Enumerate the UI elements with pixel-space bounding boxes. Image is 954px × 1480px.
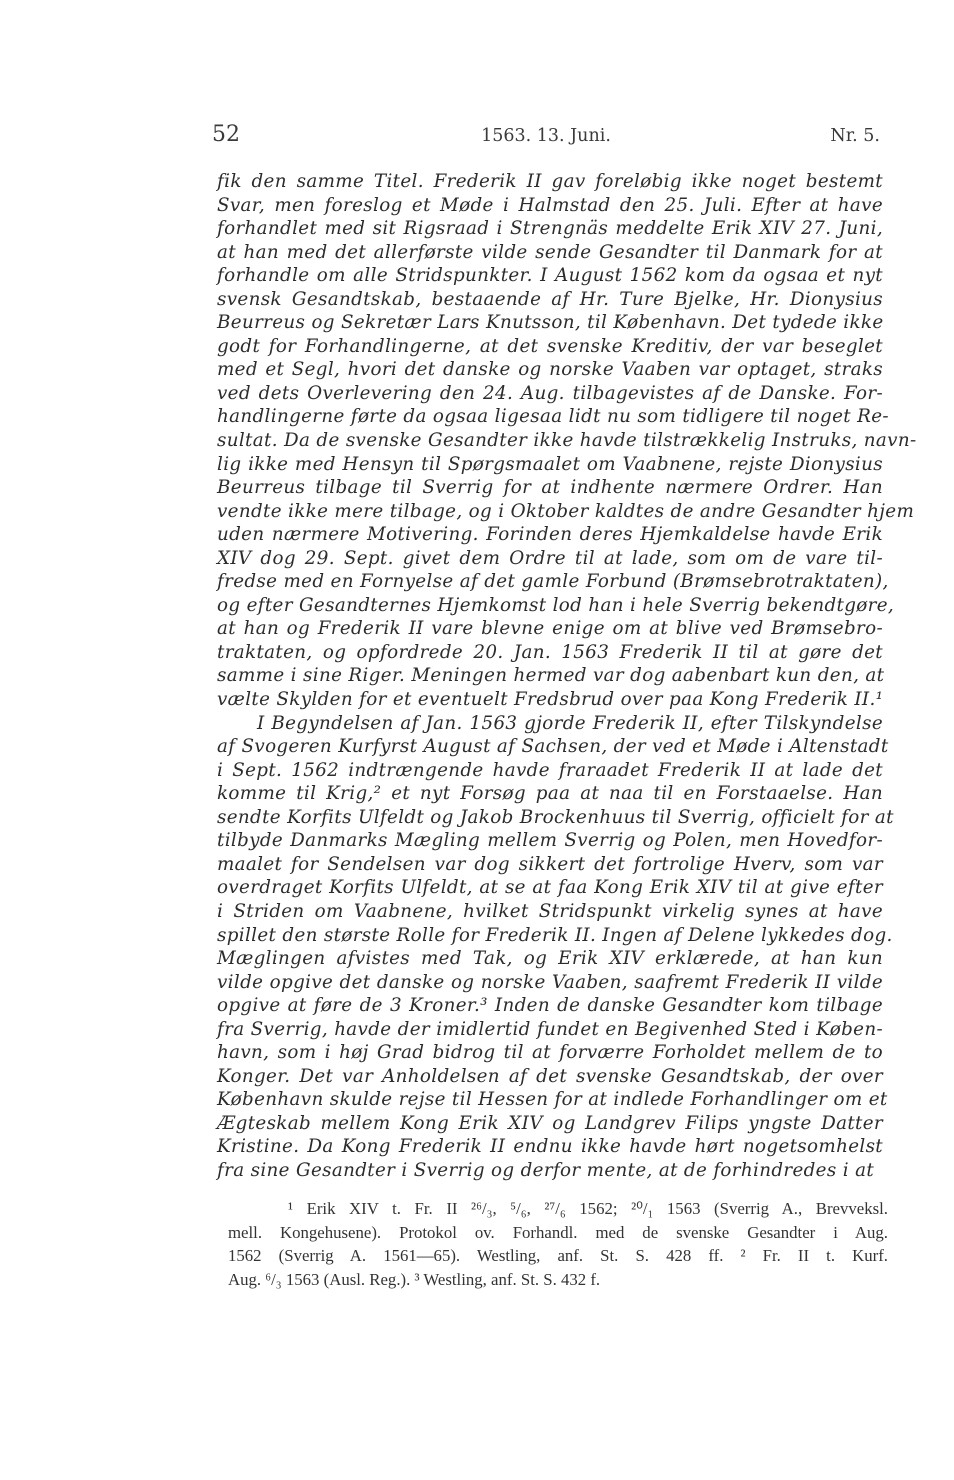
footnotes-block [228,1197,888,1291]
text-line: Ægteskab mellem Kong Erik XIV og Landgrev Filips yngste Datter [217,1112,883,1134]
footnote-line: 1562 (Sverrig A. 1561—65). Westling, anf. St. S. 428 ff. ² Fr. II t. Kurf. [228,1246,888,1266]
text-line: vilde opgive det danske og norske Vaaben, saafremt Frederik II vilde [217,971,883,993]
text-line: forhandle om alle Stridspunkter. I August 1562 kom da ogsaa et nyt [217,265,883,287]
text-line: fra sine Gesandter i Sverrig og derfor mente, at de forhindredes i at [217,1159,875,1181]
text-line: med et Segl, hvori det danske og norske Vaaben var optaget, straks [217,359,883,381]
footnote-line: mell. Kongehusene). Protokol ov. Forhandl. med de svenske Gesandter i Aug. [228,1222,888,1242]
footnote-line: ¹ Erik XIV t. Fr. II ²⁶/₃, ⁵/₆, ²⁷/₆ 1562; ²⁰/₁ 1563 (Sverrig A., Brevveksl. [288,1199,888,1218]
text-line: fredse med en Fornyelse af det gamle Forbund (Brømsebrotraktaten), [217,571,889,593]
text-line: lig ikke med Hensyn til Spørgsmaalet om Vaabnene, rejste Dionysius [217,453,883,475]
main-text-block [217,170,917,1183]
text-line: og efter Gesandternes Hjemkomst lod han i hele Sverrig bekendtgøre, [217,594,895,616]
text-line: i Sept. 1562 indtrængende havde fraraadet Frederik II at lade det [217,759,883,781]
text-line: traktaten, og opfordrede 20. Jan. 1563 Frederik II til at gøre det [217,641,883,663]
text-line: uden nærmere Motivering. Forinden deres Hjemkaldelse havde Erik [217,524,883,546]
text-line: Svar, men foreslog et Møde i Halmstad den 25. Juli. Efter at have [217,194,883,216]
text-line: sendte Korfits Ulfeldt og Jakob Brockenhuus til Sverrig, officielt for at [217,806,894,828]
text-line: Mæglingen afvistes med Tak, og Erik XIV erklærede, at han kun [217,948,883,970]
text-line: godt for Forhandlingerne, at det svenske Kreditiv, der var beseglet [217,335,883,357]
text-line: I Begyndelsen af Jan. 1563 gjorde Frederik II, efter Tilskyndelse [257,712,883,734]
text-line: at han og Frederik II vare blevne enige om at blive ved Brømsebro- [217,618,883,640]
text-line: overdraget Korfits Ulfeldt, at se at faa Kong Erik XIV til at give efter [217,877,883,899]
text-line: samme i sine Riger. Meningen hermed var dog aabenbart kun den, at [217,665,885,687]
text-line: Konger. Det var Anholdelsen af det svenske Gesandtskab, der over [217,1065,883,1087]
document-number: Nr. 5. [830,126,880,146]
text-line: svensk Gesandtskab, bestaaende af Hr. Ture Bjelke, Hr. Dionysius [217,288,883,310]
text-line: komme til Krig,² et nyt Forsøg paa at naa til en Forstaaelse. Han [217,783,883,805]
page-number: 52 [212,122,240,147]
text-line: XIV dog 29. Sept. givet dem Ordre til at lade, som om de vare til- [217,547,883,569]
text-line: at han med det allerførste vilde sende Gesandter til Danmark for at [217,241,883,263]
text-line: opgive at føre de 3 Kroner.³ Inden de danske Gesandter kom tilbage [217,995,883,1017]
text-line: havn, som i høj Grad bidrog til at forværre Forholdet mellem de to [217,1042,883,1064]
text-line: tilbyde Danmarks Mægling mellem Sverrig og Polen, men Hovedfor- [217,830,883,852]
text-line: vendte ikke mere tilbage, og i Oktober kaldtes de andre Gesandter hjem [217,500,915,522]
header-date: 1563. 13. Juni. [481,126,611,146]
text-line: sultat. Da de svenske Gesandter ikke havde tilstrækkelig Instruks, navn- [217,430,917,452]
text-line: maalet for Sendelsen var dog sikkert det fortrolige Hverv, som var [217,853,883,875]
text-line: forhandlet med sit Rigsraad i Strengnäs meddelte Erik XIV 27. Juni, [217,218,883,240]
text-line: spillet den største Rolle for Frederik II. Ingen af Delene lykkedes dog. [217,924,893,946]
text-line: fik den samme Titel. Frederik II gav foreløbig ikke noget bestemt [217,171,883,192]
text-line: Beurreus og Sekretær Lars Knutsson, til København. Det tydede ikke [217,312,884,334]
footnote-line: Aug. ⁶/₃ 1563 (Ausl. Reg.). ³ Westling, anf. St. S. 432 f. [228,1269,601,1289]
text-line: ved dets Overlevering den 24. Aug. tilbagevistes af de Danske. For- [217,382,883,404]
text-line: Beurreus tilbage til Sverrig for at indhente nærmere Ordrer. Han [217,477,883,499]
running-header [212,122,880,152]
text-line: handlingerne førte da ogsaa ligesaa lidt nu som tidligere til noget Re- [217,406,889,428]
text-line: i Striden om Vaabnene, hvilket Stridspunkt virkelig synes at have [217,900,883,922]
text-line: af Svogeren Kurfyrst August af Sachsen, der ved et Møde i Altenstadt [217,736,889,758]
text-line: vælte Skylden for et eventuelt Fredsbrud over paa Kong Frederik II.¹ [217,689,884,711]
text-line: fra Sverrig, havde der imidlertid fundet en Begivenhed Sted i Køben- [217,1018,883,1040]
text-line: København skulde rejse til Hessen for at indlede Forhandlinger om et [217,1089,888,1111]
text-line: Kristine. Da Kong Frederik II endnu ikke havde hørt nogetsomhelst [217,1136,883,1158]
